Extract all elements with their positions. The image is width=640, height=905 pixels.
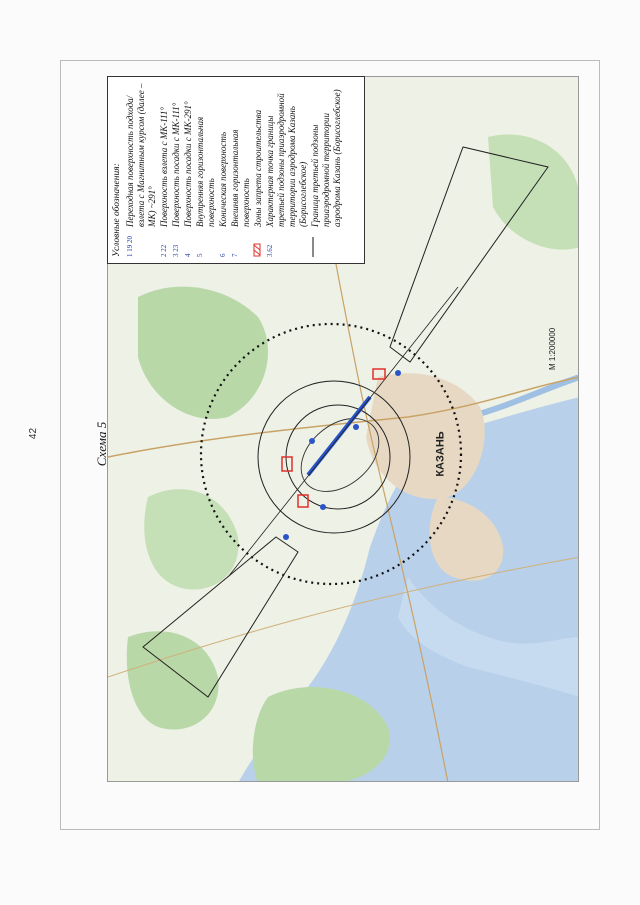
legend-symbol: 2 22: [160, 244, 168, 257]
legend-item: [253, 83, 264, 257]
legend-symbol: 7: [231, 253, 239, 257]
marker: [320, 504, 326, 510]
legend-symbol: 4: [184, 253, 192, 257]
legend-symbol: 6: [219, 253, 227, 257]
marker: [283, 534, 289, 540]
legend-text: Характерная точка границы третьей подзоны приаэродромной территории аэродрома Казань (Борисоглебское): [265, 93, 308, 227]
legend-symbol: 3.62: [266, 244, 274, 257]
legend-text: Внутренняя горизонтальная поверхность: [195, 116, 216, 227]
legend-item: [125, 83, 158, 257]
legend-text: Поверхность взлета с МК-111°: [159, 107, 169, 227]
no-build-zone-3: [298, 495, 308, 507]
boundary-line-icon: [310, 231, 316, 257]
legend-title: Условные обозначения:: [112, 163, 122, 257]
marker: [353, 424, 359, 430]
legend-symbol: 3 23: [172, 244, 180, 257]
legend-text: Поверхность посадки с МК-111°: [171, 102, 181, 227]
legend-symbol: 1 19 20: [126, 236, 134, 257]
legend-text: Переходная поверхность подхода/взлета с Магнитным курсом (далее – МК) ~291°: [125, 83, 157, 227]
legend-box: [107, 76, 365, 264]
legend-text: Граница третьей подзоны приаэродромной территории аэродрома Казань (Борисоглебское): [310, 89, 342, 227]
legend-symbol: 5: [196, 253, 204, 257]
legend-item: [310, 83, 343, 257]
legend-item: [218, 83, 229, 257]
legend: [107, 76, 365, 264]
city-label: КАЗАНЬ: [434, 431, 447, 477]
legend-text: Коническая поверхность: [218, 132, 228, 227]
urban-kazan: [366, 373, 485, 499]
runway: [308, 397, 370, 475]
legend-item: [230, 83, 252, 257]
legend-text: Зоны запрета строительства: [253, 109, 263, 227]
marker: [395, 370, 401, 376]
legend-item: [159, 83, 170, 257]
map-scale: М 1:200000: [548, 327, 557, 370]
legend-item: [195, 83, 217, 257]
forest-3: [144, 489, 238, 589]
marker: [309, 438, 315, 444]
legend-item: [183, 83, 194, 257]
legend-item: [265, 83, 309, 257]
legend-text: Поверхность посадки с МК-291°: [183, 101, 193, 227]
legend-item: [171, 83, 182, 257]
page-number: 42: [28, 427, 40, 440]
hatch-icon: [253, 231, 261, 257]
legend-text: Внешняя горизонтальная поверхность: [230, 129, 251, 227]
scheme-caption: Схема 5: [94, 421, 110, 467]
